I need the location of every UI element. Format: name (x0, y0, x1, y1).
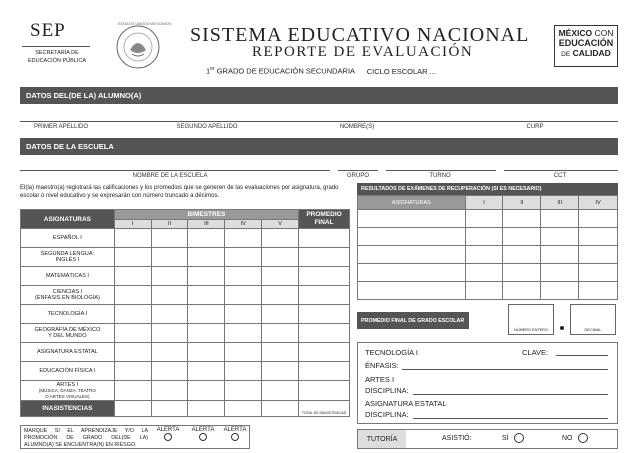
table-row (358, 282, 618, 300)
decimal-label: DECIMAL (584, 328, 602, 332)
alert-option-1[interactable]: ALERTA (151, 427, 185, 443)
recovery-cell[interactable] (541, 210, 579, 228)
grade-cell[interactable] (225, 229, 262, 248)
table-row (21, 229, 350, 248)
absences-label: INASISTENCIAS (21, 401, 115, 417)
yes-label: SÍ (502, 434, 509, 442)
discipline-label: DISCIPLINA: (365, 386, 409, 395)
student-data-bar: DATOS DEL(DE LA) ALUMNO(A) (20, 87, 618, 104)
state-subject-label: ASIGNATURA ESTATAL (365, 399, 447, 408)
discipline-label-2: DISCIPLINA: (365, 410, 409, 419)
grade-cell[interactable] (188, 229, 225, 248)
alert-radio-icon[interactable] (164, 433, 172, 441)
recovery-cell[interactable] (579, 210, 618, 228)
grade-cell[interactable] (114, 229, 151, 248)
discipline-line-2[interactable] (413, 418, 608, 419)
subject-name: GEOGRAFÍA DE MÉXICO Y DEL MUNDO (21, 324, 115, 343)
decimal-box[interactable] (570, 304, 616, 335)
shift-label: TURNO (429, 173, 451, 179)
table-row (21, 324, 350, 343)
recovery-cell[interactable] (579, 228, 618, 246)
no-label: NO (562, 434, 573, 442)
evaluation-note: El(la) maestro(a) registrará las calificaciones y los promedios que se generen de las evaluaciones por asignatura, grado escolar o nivel educativo y se expresarán con número truncado a décimos. (20, 185, 339, 199)
first-surname-label: PRIMER APELLIDO (33, 124, 89, 130)
decimal-point-icon (560, 326, 564, 330)
emphasis-label: ÉNFASIS: (365, 361, 399, 370)
recovery-cell[interactable] (579, 282, 618, 300)
seal-text: ESTADOS UNIDOS MEXICANOS (118, 22, 172, 26)
recovery-cell[interactable] (465, 228, 503, 246)
given-names-label: NOMBRE(S) (339, 124, 375, 130)
school-name-line (20, 170, 330, 171)
grade-cell[interactable] (151, 286, 188, 305)
final-cell[interactable] (299, 343, 350, 362)
subjects-header: ASIGNATURAS (21, 210, 115, 229)
recovery-subject-cell[interactable] (358, 282, 466, 300)
table-row (21, 305, 350, 324)
grade-cell[interactable] (188, 362, 225, 381)
arts-label: ARTES I (365, 375, 395, 384)
grade-cell[interactable] (114, 305, 151, 324)
attended-label: ASISTIÓ: (442, 435, 472, 442)
grade-cell[interactable] (188, 286, 225, 305)
final-average-header (299, 210, 350, 229)
recovery-cell[interactable] (541, 282, 579, 300)
final-cell[interactable] (299, 362, 350, 381)
final-cell[interactable] (299, 248, 350, 267)
quality-logo (554, 25, 618, 67)
recovery-subject-cell[interactable] (358, 264, 466, 282)
grade-cell[interactable] (151, 362, 188, 381)
yes-option[interactable] (502, 433, 524, 443)
grade-cell[interactable] (262, 305, 299, 324)
grade-cell[interactable] (151, 248, 188, 267)
group-line (338, 170, 378, 171)
quality-logo-line3: DE CALIDAD (561, 48, 611, 58)
recovery-subject-cell[interactable] (358, 228, 466, 246)
grade-cell[interactable] (262, 381, 299, 401)
subject-name: EDUCACIÓN FÍSICA I (21, 362, 115, 381)
sep-logo: SEP (30, 20, 66, 41)
final-grade-average-bar: PROMEDIO FINAL DE GRADO ESCOLAR (357, 312, 469, 329)
final-cell[interactable] (299, 267, 350, 286)
recovery-cell[interactable] (579, 246, 618, 264)
bimester-col: III (188, 220, 225, 229)
grade-cell[interactable] (225, 324, 262, 343)
grade-cell[interactable] (188, 248, 225, 267)
grade-line (206, 66, 436, 76)
emphasis-line[interactable] (402, 369, 608, 370)
bimesters-header: BIMESTRES (114, 210, 298, 220)
tutoring-box (357, 429, 618, 449)
recovery-cell[interactable] (541, 246, 579, 264)
grade-cell[interactable] (114, 324, 151, 343)
grade-cell[interactable] (188, 267, 225, 286)
bimester-col: I (114, 220, 151, 229)
final-cell[interactable] (299, 381, 350, 401)
table-row (358, 246, 618, 264)
recovery-col: II (503, 196, 541, 210)
subject-name: MATEMÁTICAS I (21, 267, 115, 286)
sep-subtitle-1: SECRETARÍA DE (35, 50, 79, 56)
grade-cell[interactable] (114, 286, 151, 305)
absence-cell[interactable] (262, 401, 299, 417)
grade-cell[interactable] (225, 305, 262, 324)
cct-label: CCT (553, 173, 567, 179)
grade-cell[interactable] (262, 343, 299, 362)
recovery-col: I (465, 196, 503, 210)
grade-cell[interactable] (262, 248, 299, 267)
absence-cell[interactable] (114, 401, 151, 417)
table-row (21, 286, 350, 305)
recovery-table (357, 195, 618, 300)
grade-cell[interactable] (262, 229, 299, 248)
grade-cell[interactable] (114, 248, 151, 267)
recovery-cell[interactable] (503, 264, 541, 282)
grade-text: GRADO DE EDUCACIÓN SECUNDARIA (214, 66, 355, 76)
final-average-label-2: FINAL (314, 219, 334, 226)
bimester-col: V (262, 220, 299, 229)
grade-cell[interactable] (262, 324, 299, 343)
grade-cell[interactable] (188, 324, 225, 343)
recovery-cell[interactable] (503, 228, 541, 246)
recovery-cell[interactable] (465, 264, 503, 282)
subject-name: ARTES I (MÚSICA, DANZA, TEATRO O ARTES VISUALES) (21, 381, 115, 401)
final-average-label-1: PROMEDIO (306, 211, 342, 218)
grade-cell[interactable] (114, 267, 151, 286)
table-row (358, 228, 618, 246)
grade-number: 1 (206, 66, 211, 76)
subject-name: ESPAÑOL I (21, 229, 115, 248)
key-label: CLAVE: (522, 348, 549, 357)
recovery-col: III (541, 196, 579, 210)
grade-cell[interactable] (188, 305, 225, 324)
alert-radio-icon[interactable] (199, 433, 207, 441)
subject-name: CIENCIAS I (ÉNFASIS EN BIOLOGÍA) (21, 286, 115, 305)
recovery-col: IV (579, 196, 618, 210)
table-row (358, 264, 618, 282)
tutoring-label: TUTORÍA (358, 430, 406, 448)
table-row (21, 343, 350, 362)
grade-cell[interactable] (225, 362, 262, 381)
grade-cell[interactable] (188, 343, 225, 362)
technology-label: TECNOLOGÍA I (365, 348, 418, 357)
absences-row (21, 401, 350, 417)
grade-cell[interactable] (225, 248, 262, 267)
shift-line (386, 170, 496, 171)
recovery-cell[interactable] (465, 282, 503, 300)
final-cell[interactable] (299, 286, 350, 305)
grade-cell[interactable] (188, 381, 225, 401)
group-label: GRUPO (346, 173, 369, 179)
grade-cell[interactable] (225, 381, 262, 401)
subject-name: ASIGNATURA ESTATAL (21, 343, 115, 362)
grade-suffix: er (210, 66, 215, 72)
bimester-col: II (151, 220, 188, 229)
grade-cell[interactable] (262, 267, 299, 286)
quality-logo-line2: EDUCACIÓN (558, 38, 614, 48)
recovery-subject-cell[interactable] (358, 246, 466, 264)
final-cell[interactable] (299, 324, 350, 343)
table-row (21, 381, 350, 401)
sep-divider (22, 46, 90, 47)
curp-label: CURP (526, 124, 544, 130)
grade-cell[interactable] (262, 286, 299, 305)
school-cycle: CICLO ESCOLAR ... (366, 66, 436, 76)
final-cell[interactable] (299, 229, 350, 248)
table-row (21, 267, 350, 286)
grade-cell[interactable] (151, 381, 188, 401)
alert-option-3[interactable]: ALERTA (218, 427, 252, 443)
recovery-cell[interactable] (503, 210, 541, 228)
cct-line (504, 170, 618, 171)
recovery-exams-bar: RESULTADOS DE EXÁMENES DE RECUPERACIÓN (SI ES NECESARIO) (357, 183, 618, 195)
table-row (21, 248, 350, 267)
grade-cell[interactable] (151, 324, 188, 343)
grades-table (20, 209, 350, 417)
alert-radio-icon[interactable] (231, 433, 239, 441)
school-data-bar: DATOS DE LA ESCUELA (20, 138, 618, 155)
subject-name: SEGUNDA LENGUA: INGLÉS I (21, 248, 115, 267)
recovery-subjects-header: ASIGNATURAS (358, 196, 466, 210)
table-row (21, 362, 350, 381)
absence-cell[interactable] (188, 401, 225, 417)
integer-label: NÚMERO ENTERO (514, 328, 548, 332)
recovery-cell[interactable] (503, 246, 541, 264)
grade-cell[interactable] (151, 305, 188, 324)
grade-cell[interactable] (151, 343, 188, 362)
second-surname-label: SEGUNDO APELLIDO (176, 124, 238, 130)
grade-cell[interactable] (114, 343, 151, 362)
student-field-lines (20, 121, 618, 122)
recovery-cell[interactable] (579, 264, 618, 282)
grade-cell[interactable] (151, 267, 188, 286)
recovery-subject-cell[interactable] (358, 210, 466, 228)
table-row (358, 210, 618, 228)
recovery-cell[interactable] (541, 264, 579, 282)
recovery-cell[interactable] (465, 246, 503, 264)
final-cell[interactable] (299, 305, 350, 324)
absence-cell[interactable] (151, 401, 188, 417)
recovery-cell[interactable] (465, 210, 503, 228)
no-radio-icon[interactable] (578, 433, 588, 443)
discipline-line[interactable] (413, 394, 608, 395)
risk-alert-box (20, 425, 250, 449)
no-option[interactable] (562, 433, 588, 443)
recovery-cell[interactable] (541, 228, 579, 246)
grade-cell[interactable] (225, 343, 262, 362)
quality-logo-line1: MÉXICO CON (558, 28, 614, 38)
alert-option-2[interactable]: ALERTA (186, 427, 220, 443)
workshop-box (357, 342, 618, 424)
integer-box[interactable] (508, 304, 554, 335)
key-line[interactable] (556, 355, 608, 356)
risk-alert-text: MARQUE SI EL APRENDIZAJE Y/O LA PROMOCIÓN DE GRADO DEL(DE LA) ALUMNO(A) SE ENCUENTRA(N) EN RIESGO. (24, 428, 148, 448)
yes-radio-icon[interactable] (514, 433, 524, 443)
school-name-label: NOMBRE DE LA ESCUELA (132, 173, 208, 179)
bimester-col: IV (225, 220, 262, 229)
national-seal-icon (112, 24, 164, 70)
grade-cell[interactable] (225, 267, 262, 286)
absence-cell[interactable] (225, 401, 262, 417)
grade-cell[interactable] (114, 381, 151, 401)
document-title: SISTEMA EDUCATIVO NACIONAL (190, 24, 530, 46)
recovery-cell[interactable] (503, 282, 541, 300)
sep-subtitle-2: EDUCACIÓN PÚBLICA (27, 58, 87, 64)
grade-cell[interactable] (114, 362, 151, 381)
subject-name: TECNOLOGÍA I (21, 305, 115, 324)
grade-cell[interactable] (262, 362, 299, 381)
grade-cell[interactable] (151, 229, 188, 248)
grade-cell[interactable] (225, 286, 262, 305)
total-absences-cell[interactable]: TOTAL DE INASISTENCIAS (299, 401, 350, 417)
document-subtitle: REPORTE DE EVALUACIÓN (252, 44, 474, 60)
